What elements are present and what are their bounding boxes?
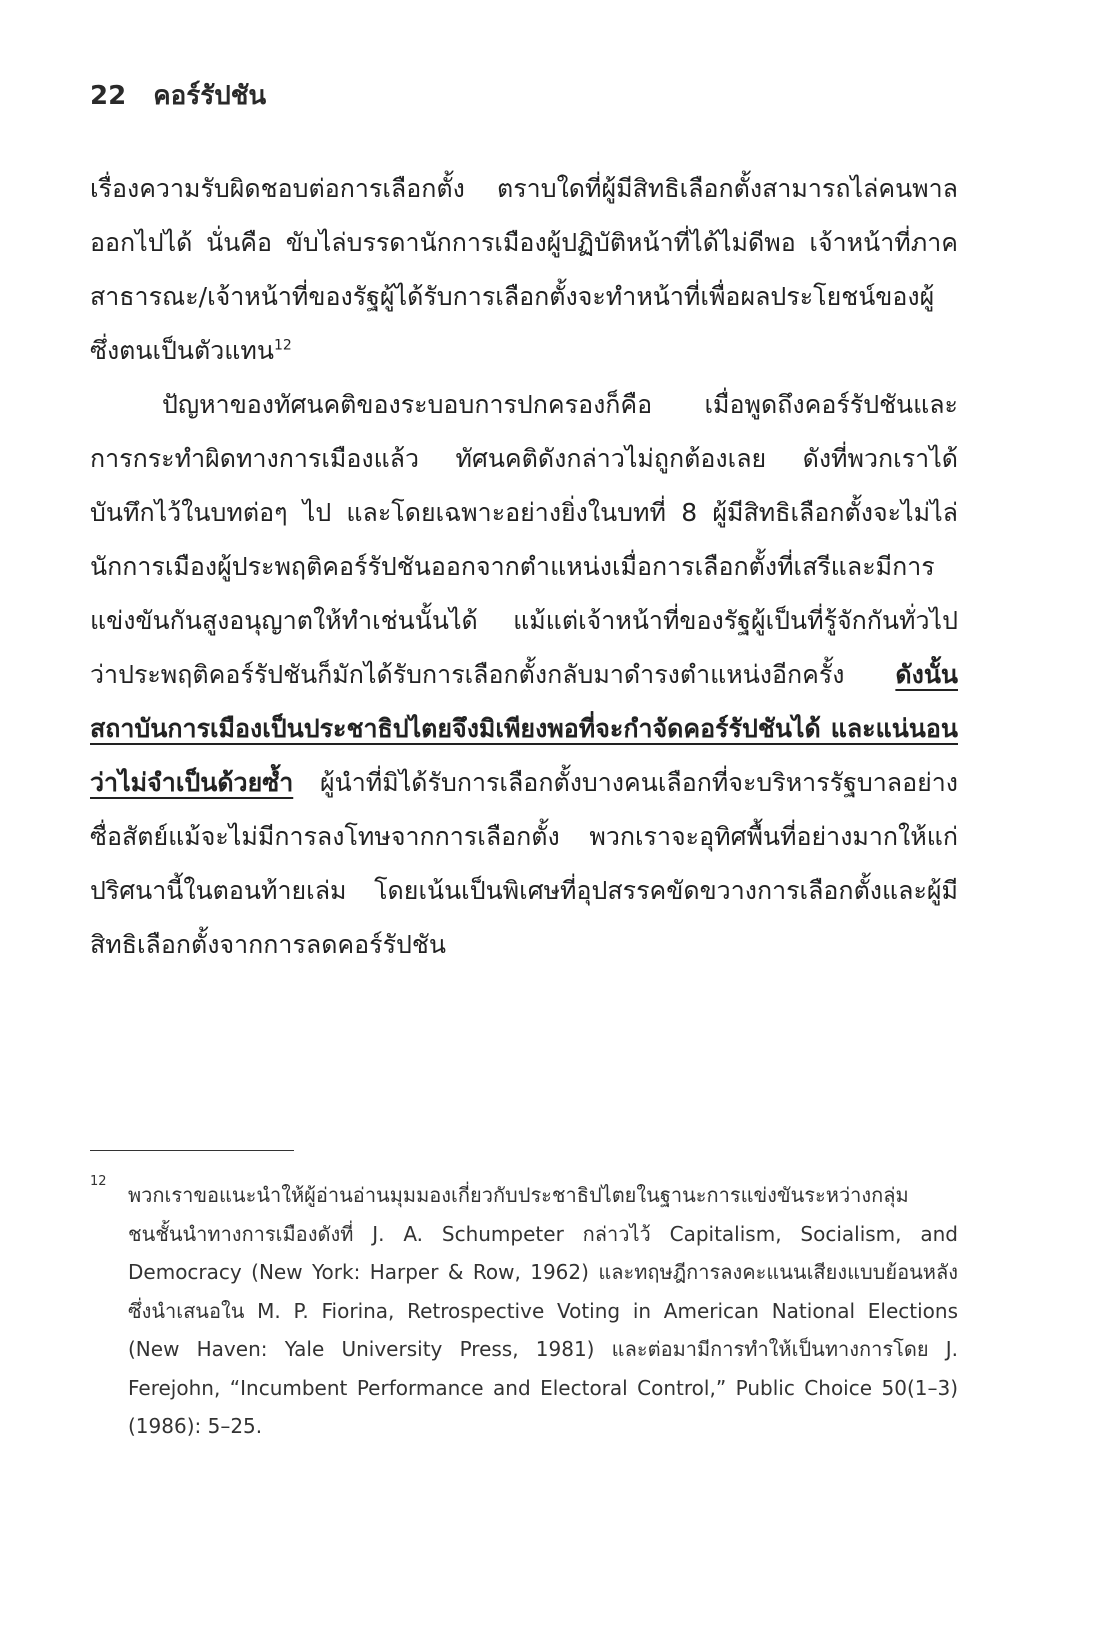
- paragraph-2-text-b: ผู้นำที่มิได้รับการเลือกตั้งบางคนเลือกที่จะบริหารรัฐบาลอย่างซื่อสัตย์แม้จะไม่มีการลงโทษจากการเลือกตั้ง พวกเราจะอุทิศพื้นที่อย่างมากให้แก่ปริศนานี้ในตอนท้ายเล่ม โดยเน้นเป็นพิเศษที่อุปสรรคขัดขวางการเลือกตั้งและผู้มีสิทธิเลือกตั้งจากการลดคอร์รัปชัน: [90, 768, 958, 959]
- footnote-text: พวกเราขอแนะนำให้ผู้อ่านอ่านมุมมองเกี่ยวกับประชาธิปไตยในฐานะการแข่งขันระหว่างกลุ่มชนชั้นนำทางการเมืองดังที่ J. A. Schumpeter กล่าวไว้ Capitalism, Socialism, and Democracy (New York: Harper & Row, 1962) และทฤษฎีการลงคะแนนเสียงแบบย้อนหลังซึ่งนำเสนอใน M. P. Fiorina, Retrospective Voting in American National Elections (New Haven: Yale University Press, 1981) และต่อมามีการทำให้เป็นทางการโดย J. Ferejohn, “Incumbent Performance and Electoral Control,” Public Choice 50(1–3) (1986): 5–25.: [128, 1183, 958, 1438]
- running-title: คอร์รัปชัน: [153, 81, 267, 111]
- paragraph-1-text: เรื่องความรับผิดชอบต่อการเลือกตั้ง ตราบใดที่ผู้มีสิทธิเลือกตั้งสามารถไล่คนพาลออกไปได้ นั่นคือ ขับไล่บรรดานักการเมืองผู้ปฏิบัติหน้าที่ได้ไม่ดีพอ เจ้าหน้าที่ภาคสาธารณะ/เจ้าหน้าที่ของรัฐผู้ได้รับการเลือกตั้งจะทำหน้าที่เพื่อผลประโยชน์ของผู้ซึ่งตนเป็นตัวแทน: [90, 174, 958, 365]
- footnote-reference: 12: [273, 337, 292, 354]
- running-header: [90, 76, 266, 116]
- body-text: [90, 162, 958, 972]
- paragraph-2: [90, 378, 958, 972]
- footnote-separator: [90, 1150, 294, 1151]
- paragraph-1: [90, 162, 958, 378]
- footnote-number: 12: [90, 1174, 107, 1189]
- paragraph-2-text-a: ปัญหาของทัศนคติของระบอบการปกครองก็คือ เมื่อพูดถึงคอร์รัปชันและการกระทำผิดทางการเมืองแล้ว ทัศนคติดังกล่าวไม่ถูกต้องเลย ดังที่พวกเราได้บันทึกไว้ในบทต่อๆ ไป และโดยเฉพาะอย่างยิ่งในบทที่ 8 ผู้มีสิทธิเลือกตั้งจะไม่ไล่นักการเมืองผู้ประพฤติคอร์รัปชันออกจากตำแหน่งเมื่อการเลือกตั้งที่เสรีและมีการแข่งขันกันสูงอนุญาตให้ทำเช่นนั้นได้ แม้แต่เจ้าหน้าที่ของรัฐผู้เป็นที่รู้จักกันทั่วไปว่าประพฤติคอร์รัปชันก็มักได้รับการเลือกตั้งกลับมาดำรงตำแหน่งอีกครั้ง: [90, 390, 958, 689]
- page-number: 22: [90, 81, 127, 111]
- emphasized-statement: ดังนั้น สถาบันการเมืองเป็นประชาธิปไตยจึงมิเพียงพอที่จะกำจัดคอร์รัปชันได้ และแน่นอนว่าไม่จำเป็นด้วยซ้ำ: [90, 660, 958, 797]
- footnote: [90, 1176, 958, 1446]
